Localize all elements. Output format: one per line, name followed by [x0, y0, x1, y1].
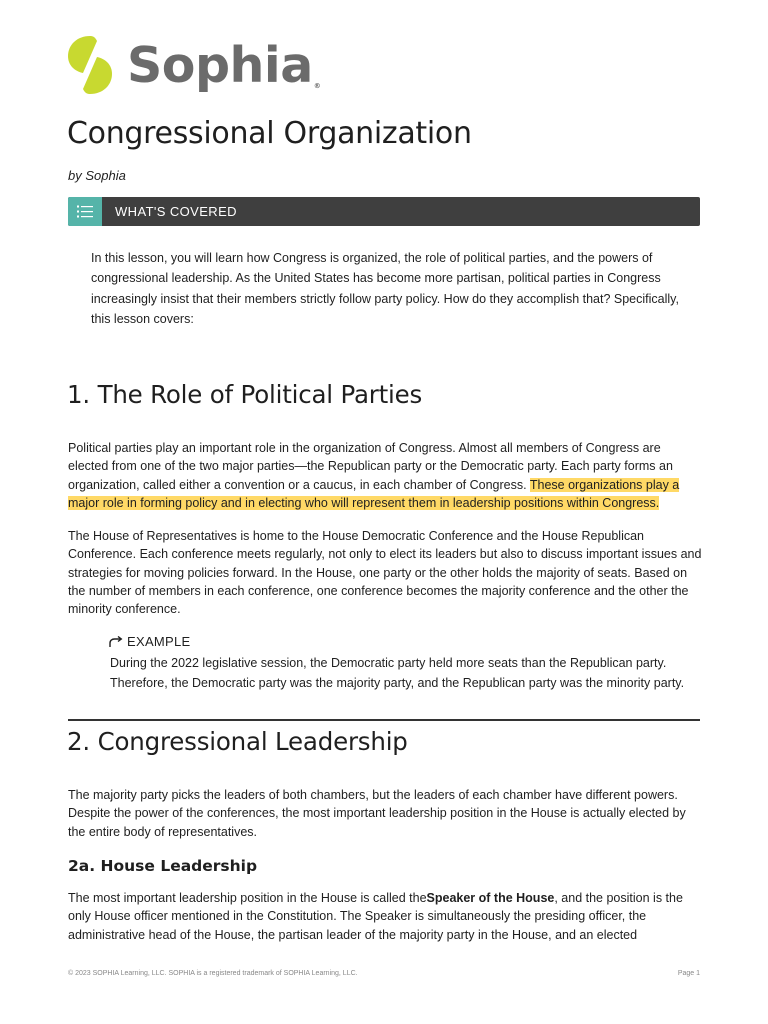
- section-divider: [68, 719, 700, 721]
- section1-paragraph-1: Political parties play an important role in the organization of Congress. Almost all members of Congress are elected from one of the two major parties—the Republican party or the Democratic party. Each party forms an organization, called either a convention or a caucus, in each chamber of Congress. These organizations play a major role in forming policy and in electing who will represent them in leadership positions within Congress.: [68, 441, 680, 510]
- example-header: [109, 634, 191, 649]
- subheading-house-leadership: 2a. House Leadership: [68, 857, 258, 875]
- sophia-logo-mark-icon: [67, 35, 113, 95]
- example-text: During the 2022 legislative session, the Democratic party held more seats than the Republican party. Therefore, the Democratic party was the majority party, and the Republican party was the minority party.: [110, 656, 685, 690]
- footer-copyright: © 2023 SOPHIA Learning, LLC. SOPHIA is a registered trademark of SOPHIA Learning, LLC.: [68, 970, 358, 977]
- section-heading-congressional-leadership: 2. Congressional Leadership: [67, 727, 408, 756]
- sophia-wordmark: Sophia®: [127, 36, 321, 94]
- intro-paragraph: In this lesson, you will learn how Congress is organized, the role of political parties, and the powers of congressional leadership. As the United States has become more partisan, political parties in Congress increasingly insist that their members strictly follow party policy. How do they accomplish that? Specifically, this lesson covers:: [91, 251, 679, 326]
- section1-paragraph-2: The House of Representatives is home to the House Democratic Conference and the House Republican Conference. Each conference meets regularly, not only to elect its leaders but also to discuss important issues and strategies for moving policies forward. In the House, one party or the other holds the majority of seats. Based on the number of members in each conference, one conference becomes the majority conference and the other the minority conference.: [68, 529, 702, 617]
- arrow-turn-icon: [109, 636, 123, 648]
- page-title: Congressional Organization: [67, 116, 472, 151]
- example-label: EXAMPLE: [127, 634, 191, 649]
- whats-covered-banner: [68, 197, 700, 226]
- highlighted-text: These organizations play a major role in forming policy and in electing who will represent them in leadership positions within Congress.: [68, 477, 680, 510]
- section2-paragraph-1: The majority party picks the leaders of both chambers, but the leaders of each chamber have different powers. Despite the power of the conferences, the most important leadership position in the House is actually elected by the entire body of representatives.: [68, 788, 686, 839]
- whats-covered-label: WHAT'S COVERED: [115, 204, 237, 219]
- section-heading-political-parties: 1. The Role of Political Parties: [67, 380, 423, 409]
- section2-paragraph-2: The most important leadership position in the House is called theSpeaker of the House, and the position is the only House officer mentioned in the Constitution. The Speaker is simultaneously the presiding officer, the administrative head of the House, the partisan leader of the majority party in the House, and an elected: [68, 891, 683, 942]
- footer-page-number: Page 1: [677, 970, 700, 977]
- speaker-of-the-house-term: Speaker of the House: [426, 891, 555, 905]
- sophia-logo: [67, 34, 320, 96]
- byline: by Sophia: [68, 168, 126, 183]
- list-icon: [68, 197, 102, 226]
